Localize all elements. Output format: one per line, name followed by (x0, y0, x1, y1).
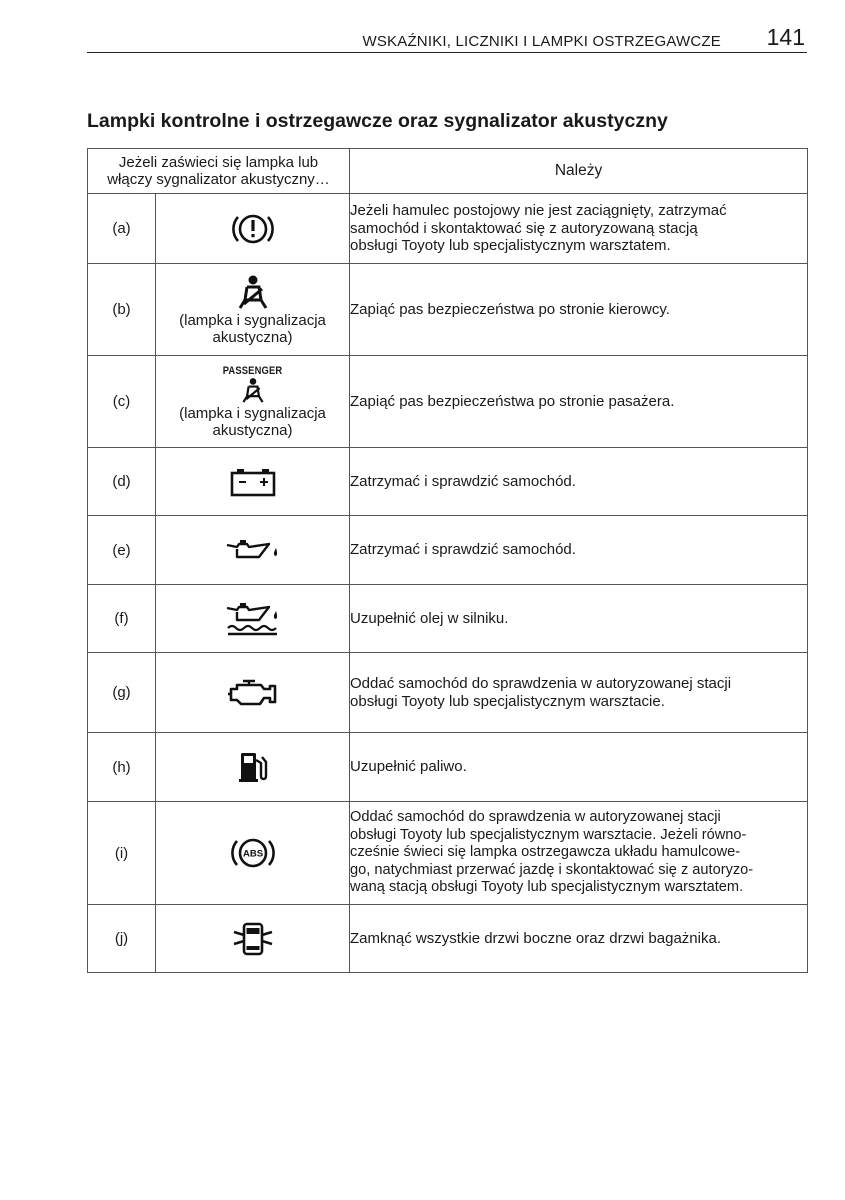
page-number: 141 (766, 24, 805, 50)
action-line: waną stacją obsługi Toyoty lub specjalistycznym warsztatem. (350, 879, 744, 896)
door-open-icon (231, 921, 275, 957)
icon-cell (156, 733, 350, 802)
icon-cell (156, 516, 350, 585)
row-letter: (d) (88, 448, 156, 516)
section-title: Lampki kontrolne i ostrzegawcze oraz sygnalizator akustyczny (87, 110, 668, 132)
action-line: Uzupełnić olej w silniku. (350, 609, 509, 627)
action-cell (350, 585, 808, 653)
abs-label: ABS (242, 848, 263, 860)
action-line: Uzupełnić paliwo. (350, 758, 467, 776)
icon-cell (156, 802, 350, 905)
table-row (88, 356, 808, 448)
icon-note-line2: akustyczna) (212, 421, 293, 439)
table-row (88, 585, 808, 653)
header-when-line1: Jeżeli zaświeci się lampka lub (118, 154, 319, 171)
action-cell (350, 653, 808, 733)
action-line: Zatrzymać i sprawdzić samochód. (350, 472, 576, 490)
table-header-row (88, 149, 808, 194)
icon-cell (156, 905, 350, 973)
action-line: Zamknąć wszystkie drzwi boczne oraz drzwi bagażnika. (350, 929, 721, 947)
icon-note-line2: akustyczna) (212, 328, 293, 346)
row-letter: (c) (88, 356, 156, 448)
icon-cell (156, 264, 350, 356)
action-line: obsługi Toyoty lub specjalistycznym warsztatem. (350, 237, 671, 255)
icon-note-line1: (lampka i sygnalizacja (179, 404, 326, 422)
action-cell (350, 516, 808, 585)
row-letter: (b) (88, 264, 156, 356)
table-row (88, 653, 808, 733)
row-letter: (i) (88, 802, 156, 905)
action-cell (350, 905, 808, 973)
icon-cell (156, 653, 350, 733)
action-cell (350, 356, 808, 448)
icon-cell (156, 448, 350, 516)
table-row (88, 802, 808, 905)
action-cell (350, 194, 808, 264)
brake-warning-icon (230, 209, 276, 249)
action-line: obsługi Toyoty lub specjalistycznym warsztacie. Jeżeli równo- (350, 826, 747, 843)
row-letter: (f) (88, 585, 156, 653)
oil-pressure-icon (225, 536, 281, 564)
action-cell (350, 264, 808, 356)
table-row (88, 516, 808, 585)
table-row (88, 905, 808, 973)
low-fuel-icon (238, 750, 268, 784)
warning-lights-table (87, 148, 808, 973)
action-line: obsługi Toyoty lub specjalistycznym warsztacie. (350, 692, 665, 710)
check-engine-icon (227, 677, 279, 709)
action-cell (350, 448, 808, 516)
row-letter: (a) (88, 194, 156, 264)
table-row (88, 194, 808, 264)
icon-cell (156, 585, 350, 653)
action-line: samochód i skontaktować się z autoryzowaną stacją (350, 219, 698, 237)
action-line: Zatrzymać i sprawdzić samochód. (350, 541, 576, 559)
icon-note-line1: (lampka i sygnalizacja (179, 311, 326, 329)
action-line: Zapiąć pas bezpieczeństwa po stronie pasażera. (350, 392, 675, 410)
passenger-seatbelt-reminder-icon (239, 377, 267, 405)
action-line: Jeżeli hamulec postojowy nie jest zaciągnięty, zatrzymać (350, 202, 727, 220)
row-letter: (e) (88, 516, 156, 585)
header-when-cell (88, 149, 350, 194)
icon-cell (156, 356, 350, 448)
passenger-label: PASSENGER (222, 364, 283, 377)
action-line: cześnie świeci się lampka ostrzegawcza układu hamulcowe- (350, 844, 741, 861)
seatbelt-reminder-icon (236, 274, 270, 312)
header-when-line2: włączy sygnalizator akustyczny… (107, 171, 330, 188)
action-line: go, natychmiast przerwać jazdę i skontaktować się z autoryzo- (350, 861, 754, 878)
table-row (88, 264, 808, 356)
row-letter: (h) (88, 733, 156, 802)
header-action-cell: Należy (350, 149, 808, 194)
abs-warning-icon (229, 833, 277, 873)
battery-charging-icon (229, 466, 277, 498)
running-header (87, 22, 807, 53)
action-cell (350, 733, 808, 802)
action-cell (350, 802, 808, 905)
row-letter: (j) (88, 905, 156, 973)
action-line: Oddać samochód do sprawdzenia w autoryzowanej stacji (350, 809, 721, 826)
icon-cell (156, 194, 350, 264)
running-title: WSKAŹNIKI, LICZNIKI I LAMPKI OSTRZEGAWCZE (362, 33, 721, 50)
action-line: Oddać samochód do sprawdzenia w autoryzowanej stacji (350, 675, 732, 692)
low-oil-level-icon (225, 601, 281, 637)
table-row (88, 448, 808, 516)
action-line: Zapiąć pas bezpieczeństwa po stronie kierowcy. (350, 300, 670, 318)
row-letter: (g) (88, 653, 156, 733)
table-row (88, 733, 808, 802)
